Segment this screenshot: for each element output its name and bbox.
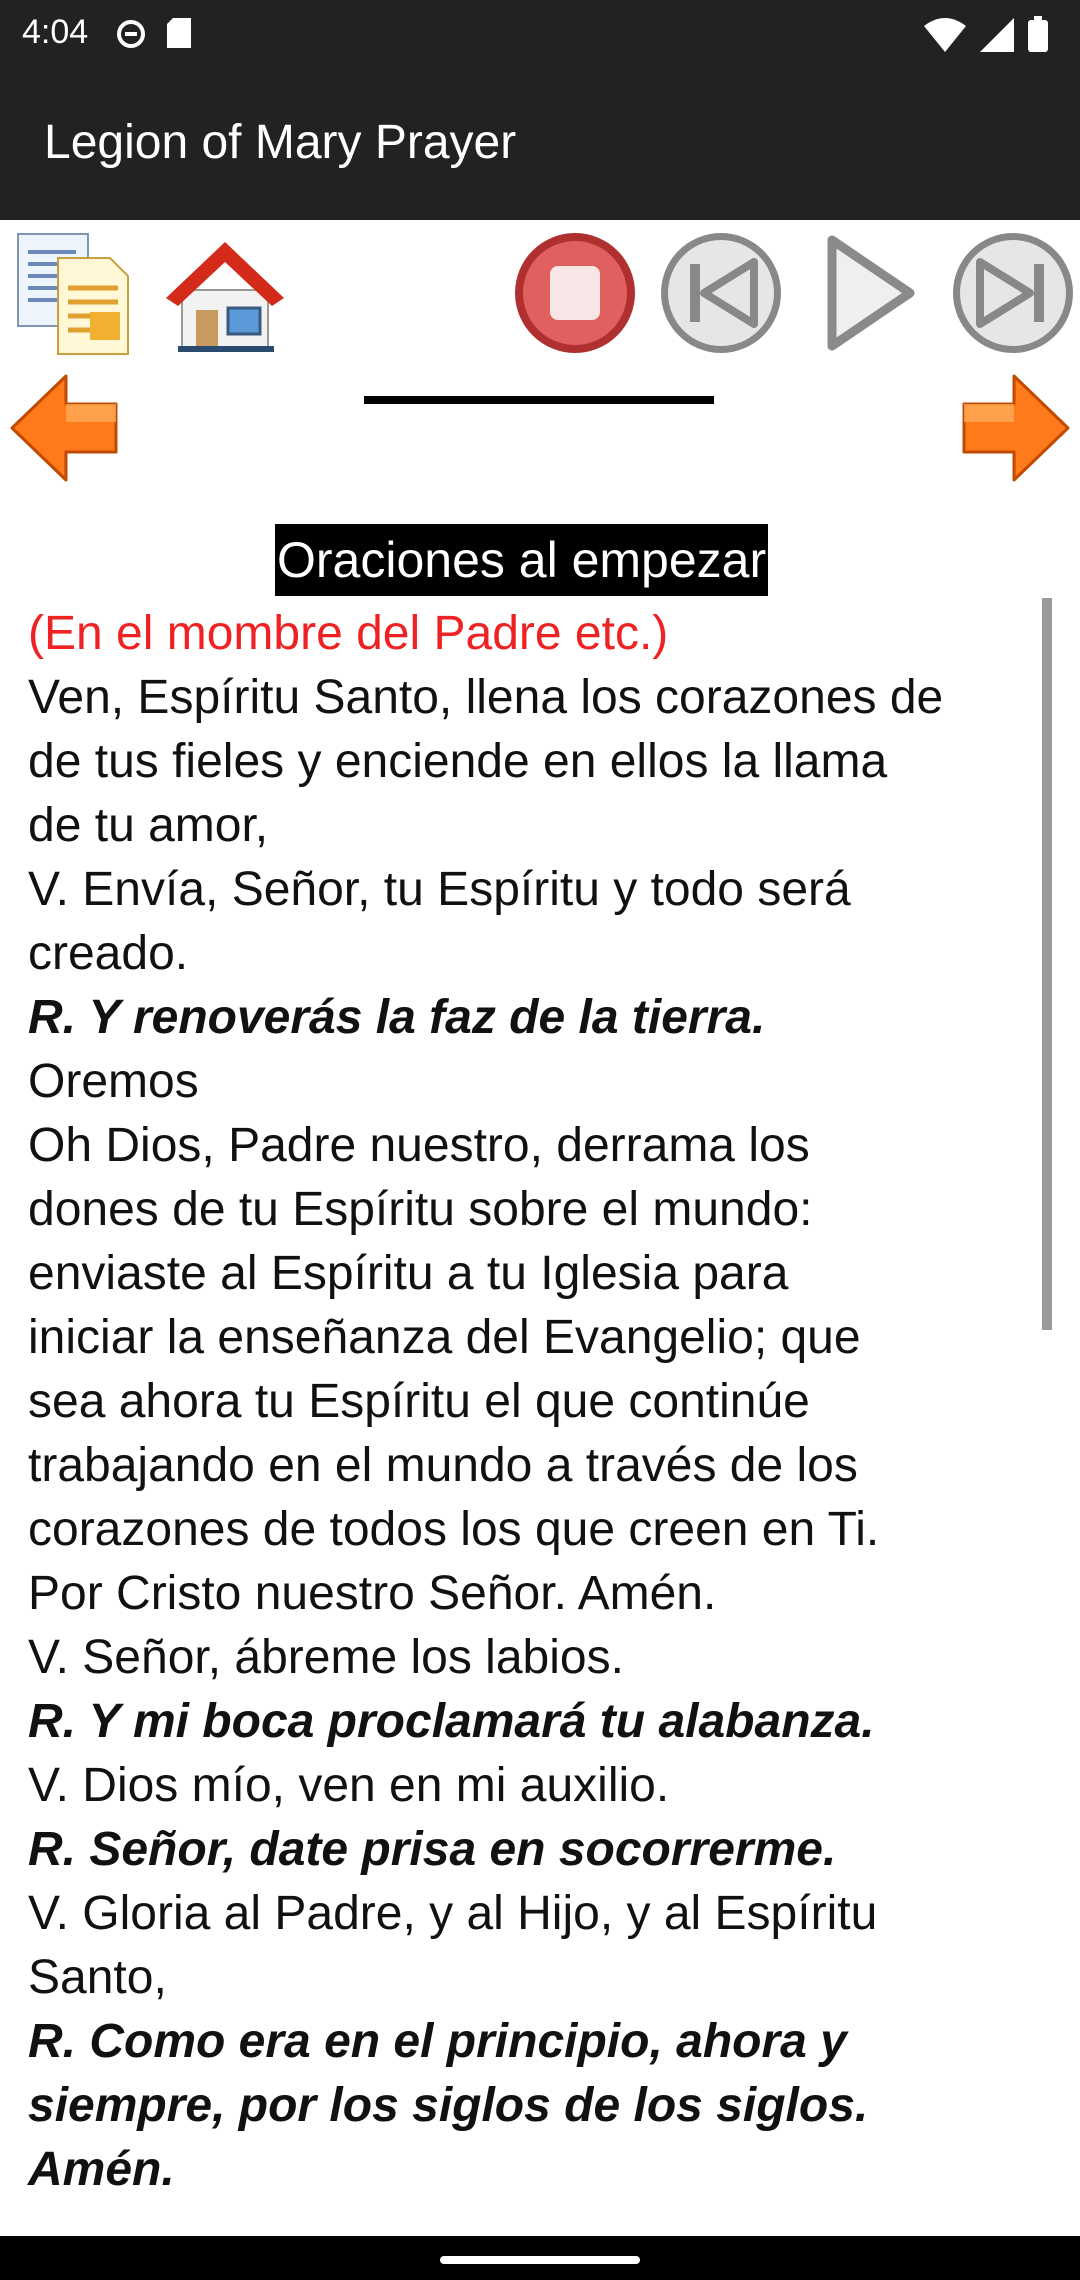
response-line: siempre, por los siglos de los siglos. [28,2079,869,2132]
section-title: Oraciones al empezar [275,524,768,596]
next-button[interactable] [948,228,1078,358]
skip-previous-icon [656,228,786,358]
sd-card-icon [165,16,193,50]
stop-icon [510,228,640,358]
prayer-line: sea ahora tu Espíritu el que continúe [28,1375,810,1428]
app-bar [0,70,1080,220]
arrow-right-icon [960,372,1072,484]
prayer-line: Oremos [28,1055,199,1108]
divider-line [364,396,714,404]
sim-icon [115,16,147,52]
response-line: R. Y mi boca proclamará tu alabanza. [28,1695,875,1748]
prayer-line: Santo, [28,1951,167,2004]
prayer-line: Ven, Espíritu Santo, llena los corazones de [28,671,944,724]
prayer-line: de tu amor, [28,799,269,852]
home-button[interactable] [160,228,290,358]
previous-page-button[interactable] [8,372,120,484]
prayer-line: creado. [28,927,189,980]
documents-icon [10,228,140,358]
scrollbar[interactable] [1042,598,1052,1330]
prayer-line: dones de tu Espíritu sobre el mundo: [28,1183,813,1236]
previous-button[interactable] [656,228,786,358]
play-button[interactable] [808,228,938,358]
versicle-line: V. Dios mío, ven en mi auxilio. [28,1759,670,1812]
status-bar [0,0,1080,70]
documents-button[interactable] [10,228,140,358]
arrow-left-icon [8,372,120,484]
stop-button[interactable] [510,228,640,358]
app-title: Legion of Mary Prayer [44,116,517,169]
prayer-line: Oh Dios, Padre nuestro, derrama los [28,1119,810,1172]
status-time: 4:04 [22,13,89,51]
response-line: R. Y renoverás la faz de la tierra. [28,991,766,1044]
next-page-button[interactable] [960,372,1072,484]
battery-icon [1028,16,1048,52]
prayer-line: de tus fieles y enciende en ellos la llama [28,735,888,788]
response-line: Amén. [28,2143,175,2196]
prayer-line: iniciar la enseñanza del Evangelio; que [28,1311,861,1364]
prayer-line: Por Cristo nuestro Señor. Amén. [28,1567,717,1620]
play-icon [808,228,938,358]
rubric-line: (En el mombre del Padre etc.) [28,607,669,660]
system-nav-bar [0,2236,1080,2280]
toolbar [0,220,1080,360]
versicle-line: V. Envía, Señor, tu Espíritu y todo será [28,863,851,916]
wifi-icon [924,18,966,52]
prayer-line: trabajando en el mundo a través de los [28,1439,858,1492]
home-gesture-bar[interactable] [440,2256,640,2264]
signal-icon [980,18,1014,52]
nav-row [0,370,1080,500]
prayer-line: corazones de todos los que creen en Ti. [28,1503,880,1556]
response-line: R. Señor, date prisa en socorrerme. [28,1823,837,1876]
prayer-text [28,602,1058,2202]
prayer-line: enviaste al Espíritu a tu Iglesia para [28,1247,789,1300]
versicle-line: V. Señor, ábreme los labios. [28,1631,624,1684]
versicle-line: V. Gloria al Padre, y al Hijo, y al Espíritu [28,1887,878,1940]
skip-next-icon [948,228,1078,358]
response-line: R. Como era en el principio, ahora y [28,2015,847,2068]
home-icon [160,228,290,358]
